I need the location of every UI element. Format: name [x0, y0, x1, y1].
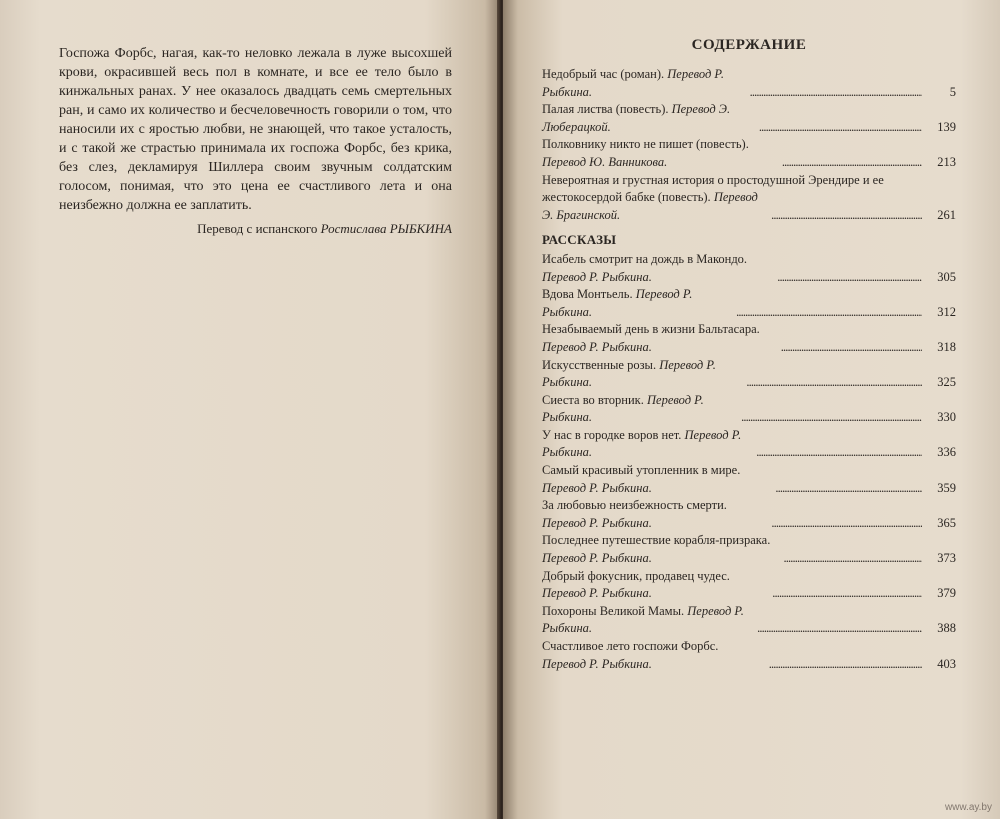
- entry-translator: Перевод Э. Брагинской.: [542, 190, 758, 222]
- entry-page: 388: [937, 621, 956, 636]
- entry-title: Искусственные розы.: [542, 357, 657, 372]
- toc-entry: [542, 392, 956, 427]
- entry-translator: Перевод Р. Рыбкина.: [542, 67, 724, 99]
- entry-title: Сиеста во вторник.: [542, 392, 644, 407]
- toc-entry: [542, 321, 956, 356]
- section-heading: РАССКАЗЫ: [542, 232, 617, 248]
- entry-translator: Перевод Р. Рыбкина.: [542, 287, 693, 319]
- leader-dots: [759, 119, 922, 137]
- toc-entry: [542, 66, 956, 101]
- toc-entry: [542, 462, 956, 497]
- entry-page: 379: [937, 586, 956, 601]
- toc-entry: [542, 603, 956, 638]
- toc-entry: [542, 497, 956, 532]
- entry-translator: Перевод Р. Рыбкина.: [542, 656, 652, 671]
- entry-page: 403: [937, 656, 956, 671]
- entry-title: Вдова Монтьель.: [542, 287, 633, 302]
- entry-page: 365: [937, 515, 956, 530]
- leader-dots: [781, 339, 922, 357]
- leader-dots: [757, 620, 922, 638]
- translator-credit: [190, 221, 452, 237]
- toc-entry: [542, 251, 956, 286]
- entry-page: 318: [937, 339, 956, 354]
- translation-prefix: Перевод с испанского: [197, 221, 318, 236]
- entry-page: 213: [937, 154, 956, 169]
- leader-dots: [777, 269, 922, 287]
- watermark: www.ay.by: [944, 802, 992, 813]
- entry-title: Незабываемый день в жизни Бальтасара.: [542, 322, 760, 337]
- leader-dots: [769, 656, 922, 674]
- entry-title: Похороны Великой Мамы.: [542, 603, 685, 618]
- entry-title: жестокосердой бабке (повесть).: [542, 190, 711, 205]
- entry-title: Самый красивый утопленник в мире.: [542, 463, 741, 478]
- toc-title: СОДЕРЖАНИЕ: [691, 37, 807, 53]
- toc-entry: [542, 136, 956, 171]
- entry-translator: Перевод Р. Рыбкина.: [542, 551, 652, 566]
- entry-page: 336: [937, 445, 956, 460]
- leader-dots: [771, 207, 922, 225]
- entry-title: Последнее путешествие корабля-призрака.: [542, 533, 771, 548]
- toc-entry: [542, 568, 956, 603]
- entry-translator: Перевод Р. Рыбкина.: [542, 515, 652, 530]
- entry-title: У нас в городке воров нет.: [542, 427, 682, 442]
- entry-translator: Перевод Р. Рыбкина.: [542, 269, 652, 284]
- entry-page: 373: [937, 551, 956, 566]
- entry-page: 325: [937, 375, 956, 390]
- entry-translator: Перевод Р. Рыбкина.: [542, 427, 742, 460]
- leader-dots: [782, 154, 922, 172]
- entry-title: Исабель смотрит на дождь в Макондо.: [542, 251, 748, 266]
- entry-page: 139: [937, 119, 956, 134]
- entry-title: Добрый фокусник, продавец чудес.: [542, 568, 730, 583]
- toc-entry: [542, 427, 956, 462]
- entry-page: 5: [949, 84, 956, 99]
- toc-entry: [542, 532, 956, 567]
- leader-dots: [771, 515, 922, 533]
- entry-title: Полковнику никто не пишет (повесть).: [542, 137, 749, 152]
- table-of-contents: [542, 66, 956, 673]
- toc-entry: [542, 286, 956, 321]
- leader-dots: [783, 550, 922, 568]
- toc-entry-line1: Невероятная и грустная история о простодушной Эрендире и ее: [542, 172, 884, 187]
- entry-title: Палая листва (повесть).: [542, 102, 669, 117]
- entry-translator: Перевод Р. Рыбкина.: [542, 357, 716, 390]
- entry-page: 330: [937, 410, 956, 425]
- entry-title: За любовью неизбежность смерти.: [542, 498, 727, 513]
- entry-title: Счастливое лето госпожи Форбс.: [542, 639, 719, 653]
- entry-translator: Перевод Ю. Ванникова.: [542, 154, 668, 169]
- leader-dots: [750, 84, 922, 102]
- story-ending-text: [59, 44, 452, 215]
- entry-page: 261: [937, 207, 956, 222]
- stories-list: [542, 251, 956, 673]
- entry-translator: Перевод Р. Рыбкина.: [542, 480, 652, 495]
- entry-translator: Перевод Р. Рыбкина.: [542, 586, 652, 601]
- leader-dots: [741, 409, 922, 427]
- entry-title: Недобрый час (роман).: [542, 67, 665, 81]
- entry-translator: Перевод Э. Люберацкой.: [542, 102, 731, 134]
- entry-translator: Перевод Р. Рыбкина.: [542, 603, 744, 636]
- entry-translator: Перевод Р. Рыбкина.: [542, 392, 704, 425]
- translator-name: Ростислава РЫБКИНА: [320, 221, 452, 236]
- toc-entry: [542, 638, 956, 673]
- leader-dots: [756, 444, 922, 462]
- toc-entry: [542, 189, 956, 224]
- entry-page: 359: [937, 480, 956, 495]
- story-paragraph: Госпожа Форбс, нагая, как-то неловко лежала в луже высохшей крови, окрасившей весь пол в комнате, и все ее тело было в кинжальных ранах. У нее оказалось двадцать семь смертельных ран, и само их количество и бесчеловечность говорили о том, что наносили их с яростью любви, не знающей, что такое усталость, и с такой же страстью принимала их госпожа Форбс, без крика, без слез, декламируя Шиллера своим звучным солдатским голосом, понимая, что это цена ее счастливого лета и она неизбежно должна ее заплатить.: [59, 46, 452, 213]
- toc-entry: [542, 101, 956, 136]
- entry-page: 305: [937, 269, 956, 284]
- toc-entry: [542, 357, 956, 392]
- entry-translator: Перевод Р. Рыбкина.: [542, 339, 652, 354]
- entry-page: 312: [937, 304, 956, 319]
- leader-dots: [772, 585, 922, 603]
- leader-dots: [736, 304, 922, 322]
- leader-dots: [746, 374, 922, 392]
- leader-dots: [775, 480, 922, 498]
